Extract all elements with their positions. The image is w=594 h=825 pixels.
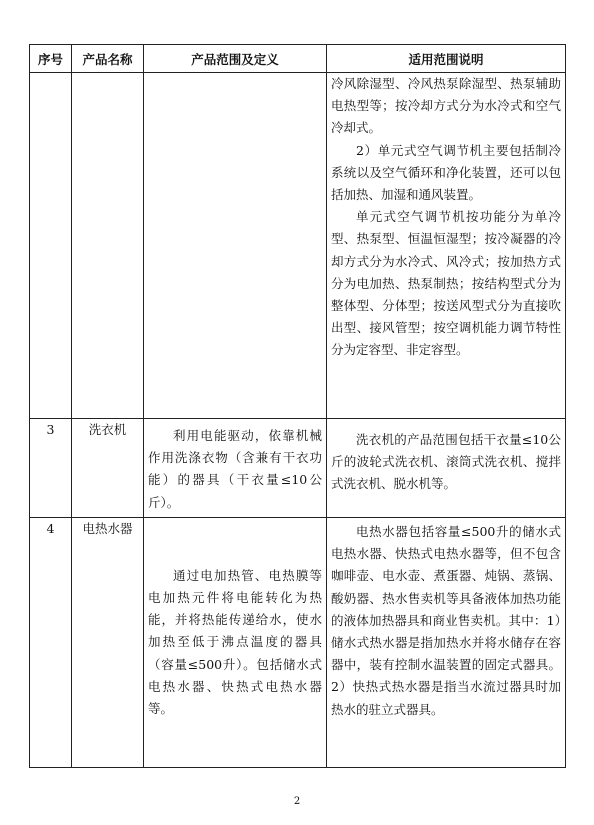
row-number: 3 [30,419,72,518]
scope-description [327,73,566,419]
product-definition [144,518,327,768]
definition-text: 利用电能驱动，依靠机械作用洗涤衣物（含兼有干衣功能）的器具（干衣量≤10公斤）。 [148,428,322,510]
scope-paragraph: 2）单元式空气调节机主要包括制冷系统以及空气循环和净化装置，还可以包括加热、加湿和通风装置。 [331,142,561,203]
table-row [30,419,566,518]
product-name: 洗衣机 [72,419,144,518]
header-product-definition: 产品范围及定义 [144,45,327,73]
product-scope-table [29,44,566,768]
scope-paragraph: 单元式空气调节机按功能分为单冷型、热泵型、恒温恒湿型；按冷凝器的冷却方式分为水冷式、风冷式；按加热方式分为电加热、热泵制热；按结构型式分为整体型、分体型；按送风型式分为直接吹出型、接风管型；按空调机能力调节特性分为定容型、非定容型。 [331,209,561,358]
table-header-row [30,45,566,73]
scope-description [327,518,566,768]
page-number: 2 [293,796,301,807]
definition-text: 通过电加热管、电热膜等电加热元件将电能转化为热能，并将热能传递给水，使水加热至低于沸点温度的器具（容量≤500升）。包括储水式电热水器、快热式电热水器等。 [148,567,322,716]
scope-paragraph: 电热水器包括容量≤500升的储水式电热水器、快热式电热水器等，但不包含咖啡壶、电水壶、煮蛋器、炖锅、蒸锅、酸奶器、热水售卖机等具备液体加热功能的液体加热器具和商业售卖机。其中：1）储水式热水器是指加热水并将水储存在容器中，装有控制水温装置的固定式器具。2）快热式热水器是指当水流过器具时加热水的驻立式器具。 [331,524,561,717]
product-name [72,73,144,419]
header-serial-number: 序号 [30,45,72,73]
product-definition [144,419,327,518]
scope-paragraph: 冷风除湿型、冷风热泵除湿型、热泵辅助电热型等；按冷却方式分为水冷式和空气冷却式。 [331,76,561,136]
header-scope-description: 适用范围说明 [327,45,566,73]
header-product-name: 产品名称 [72,45,144,73]
scope-paragraph: 洗衣机的产品范围包括干衣量≤10公斤的波轮式洗衣机、滚筒式洗衣机、搅拌式洗衣机、脱水机等。 [331,432,561,492]
product-definition [144,73,327,419]
row-number [30,73,72,419]
product-name: 电热水器 [72,518,144,768]
table-row [30,73,566,419]
scope-description [327,419,566,518]
table-row [30,518,566,768]
row-number: 4 [30,518,72,768]
